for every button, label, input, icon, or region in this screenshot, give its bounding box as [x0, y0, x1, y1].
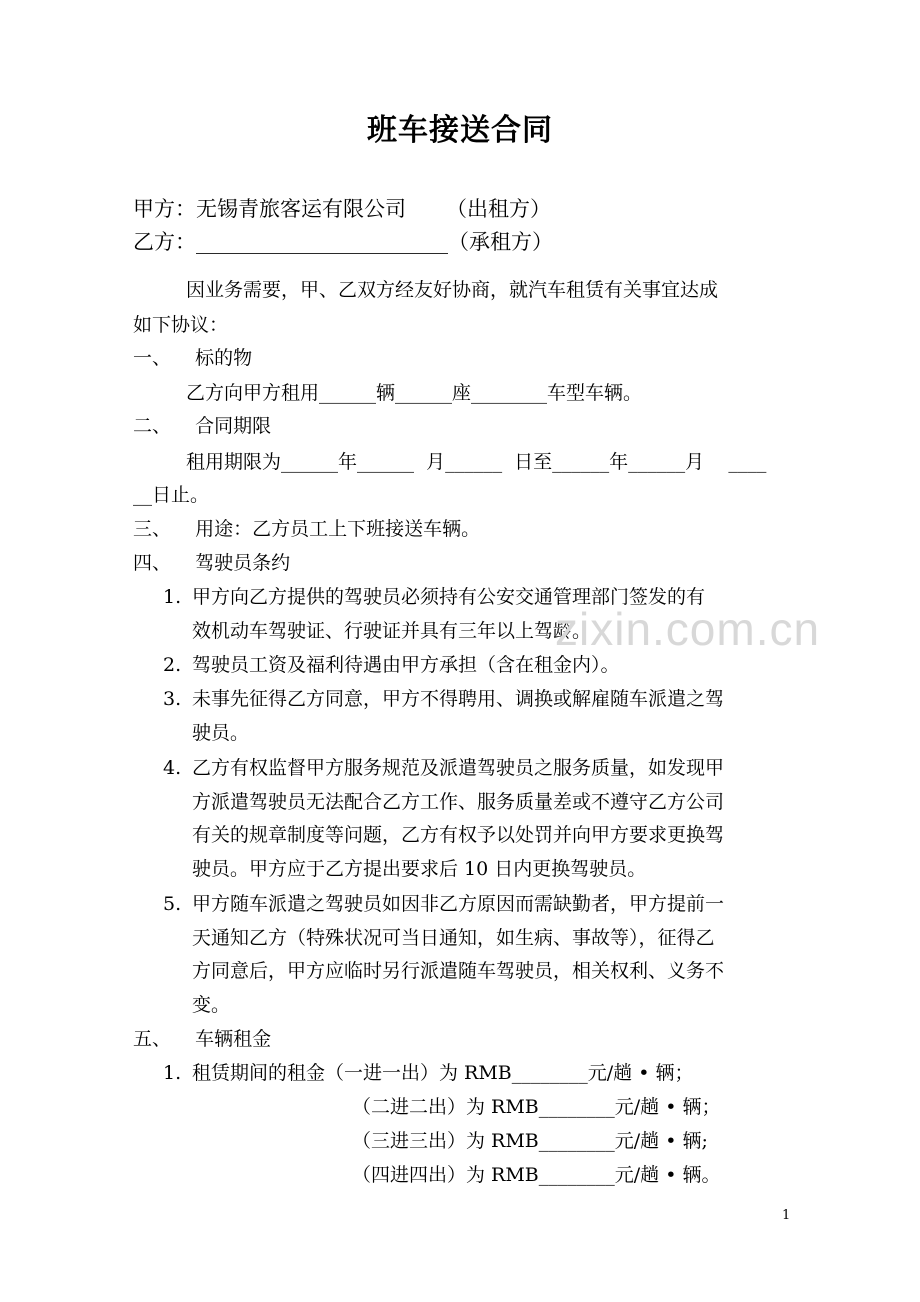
intro-line-2: 如下协议：: [133, 314, 229, 336]
watermark-text: zixin.com.cn: [555, 603, 821, 655]
s4-item-5-line-3: 方同意后，甲方应临时另行派遣随车驾驶员，相关权利、义务不: [192, 960, 725, 982]
s4-item-3-number: 3.: [163, 688, 182, 710]
page-number: 1: [782, 1208, 791, 1223]
s5-rent-line-3: （三进三出）为 RMB________元/趟 • 辆;: [352, 1130, 708, 1152]
s4-item-5-line-1: 甲方随车派遣之驾驶员如因非乙方原因而需缺勤者，甲方提前一: [192, 893, 725, 915]
s4-item-4-line-2: 方派遣驾驶员无法配合乙方工作、服务质量差或不遵守乙方公司: [192, 791, 725, 813]
party-a-line: 甲方：无锡青旅客运有限公司 （出租方）: [133, 197, 552, 221]
s4-item-1-line-1: 甲方向乙方提供的驾驶员必须持有公安交通管理部门签发的有: [192, 586, 706, 608]
s4-item-5-line-4: 变。: [192, 994, 231, 1016]
intro-line-1: 因业务需要，甲、乙双方经友好协商，就汽车租赁有关事宜达成: [186, 279, 719, 301]
s4-item-1-line-2: 效机动车驾驶证、行驶证并具有三年以上驾龄。: [192, 620, 592, 642]
s4-item-4-line-4: 驶员。甲方应于乙方提出要求后 10 日内更换驾驶员。: [192, 858, 647, 880]
s4-item-3-line-1: 未事先征得乙方同意，甲方不得聘用、调换或解雇随车派遣之驾: [192, 688, 725, 710]
section-3-heading: 三、 用途：乙方员工上下班接送车辆。: [133, 518, 481, 540]
s4-item-4-line-1: 乙方有权监督甲方服务规范及派遣驾驶员之服务质量，如发现甲: [192, 757, 725, 779]
s5-rent-line-4: （四进四出）为 RMB________元/趟 • 辆。: [352, 1164, 721, 1186]
section-1-body: 乙方向甲方租用______辆______座________车型车辆。: [186, 382, 643, 404]
s4-item-5-line-2: 天通知乙方（特殊状况可当日通知，如生病、事故等），征得乙: [192, 927, 715, 949]
section-2-body-line-1: 租用期限为______年______ 月______ 日至______年______月 ____: [186, 451, 767, 473]
s4-item-5-number: 5.: [163, 893, 182, 915]
section-4-heading: 四、 驾驶员条约: [133, 552, 291, 574]
s4-item-4-number: 4.: [163, 757, 182, 779]
s4-item-2-number: 2.: [163, 654, 182, 676]
party-b-line: 乙方：________________________（承租方）: [133, 230, 553, 254]
s4-item-1-number: 1.: [163, 586, 182, 608]
s4-item-3-line-2: 驶员。: [192, 722, 250, 744]
section-1-heading: 一、 标的物: [133, 347, 253, 369]
s4-item-4-line-3: 有关的规章制度等问题，乙方有权予以处罚并向甲方要求更换驾: [192, 824, 725, 846]
s4-item-2-line-1: 驾驶员工资及福利待遇由甲方承担（含在租金内）。: [192, 654, 620, 676]
section-2-body-line-2: __日止。: [133, 484, 210, 506]
s5-item-1-number: 1.: [163, 1062, 182, 1084]
section-2-heading: 二、 合同期限: [133, 415, 272, 437]
s5-rent-line-1: 租赁期间的租金（一进一出）为 RMB________元/趟 • 辆；: [192, 1062, 694, 1084]
section-5-heading: 五、 车辆租金: [133, 1028, 272, 1050]
document-title: 班车接送合同: [367, 113, 553, 148]
s5-rent-line-2: （二进二出）为 RMB________元/趟 • 辆；: [352, 1096, 721, 1118]
